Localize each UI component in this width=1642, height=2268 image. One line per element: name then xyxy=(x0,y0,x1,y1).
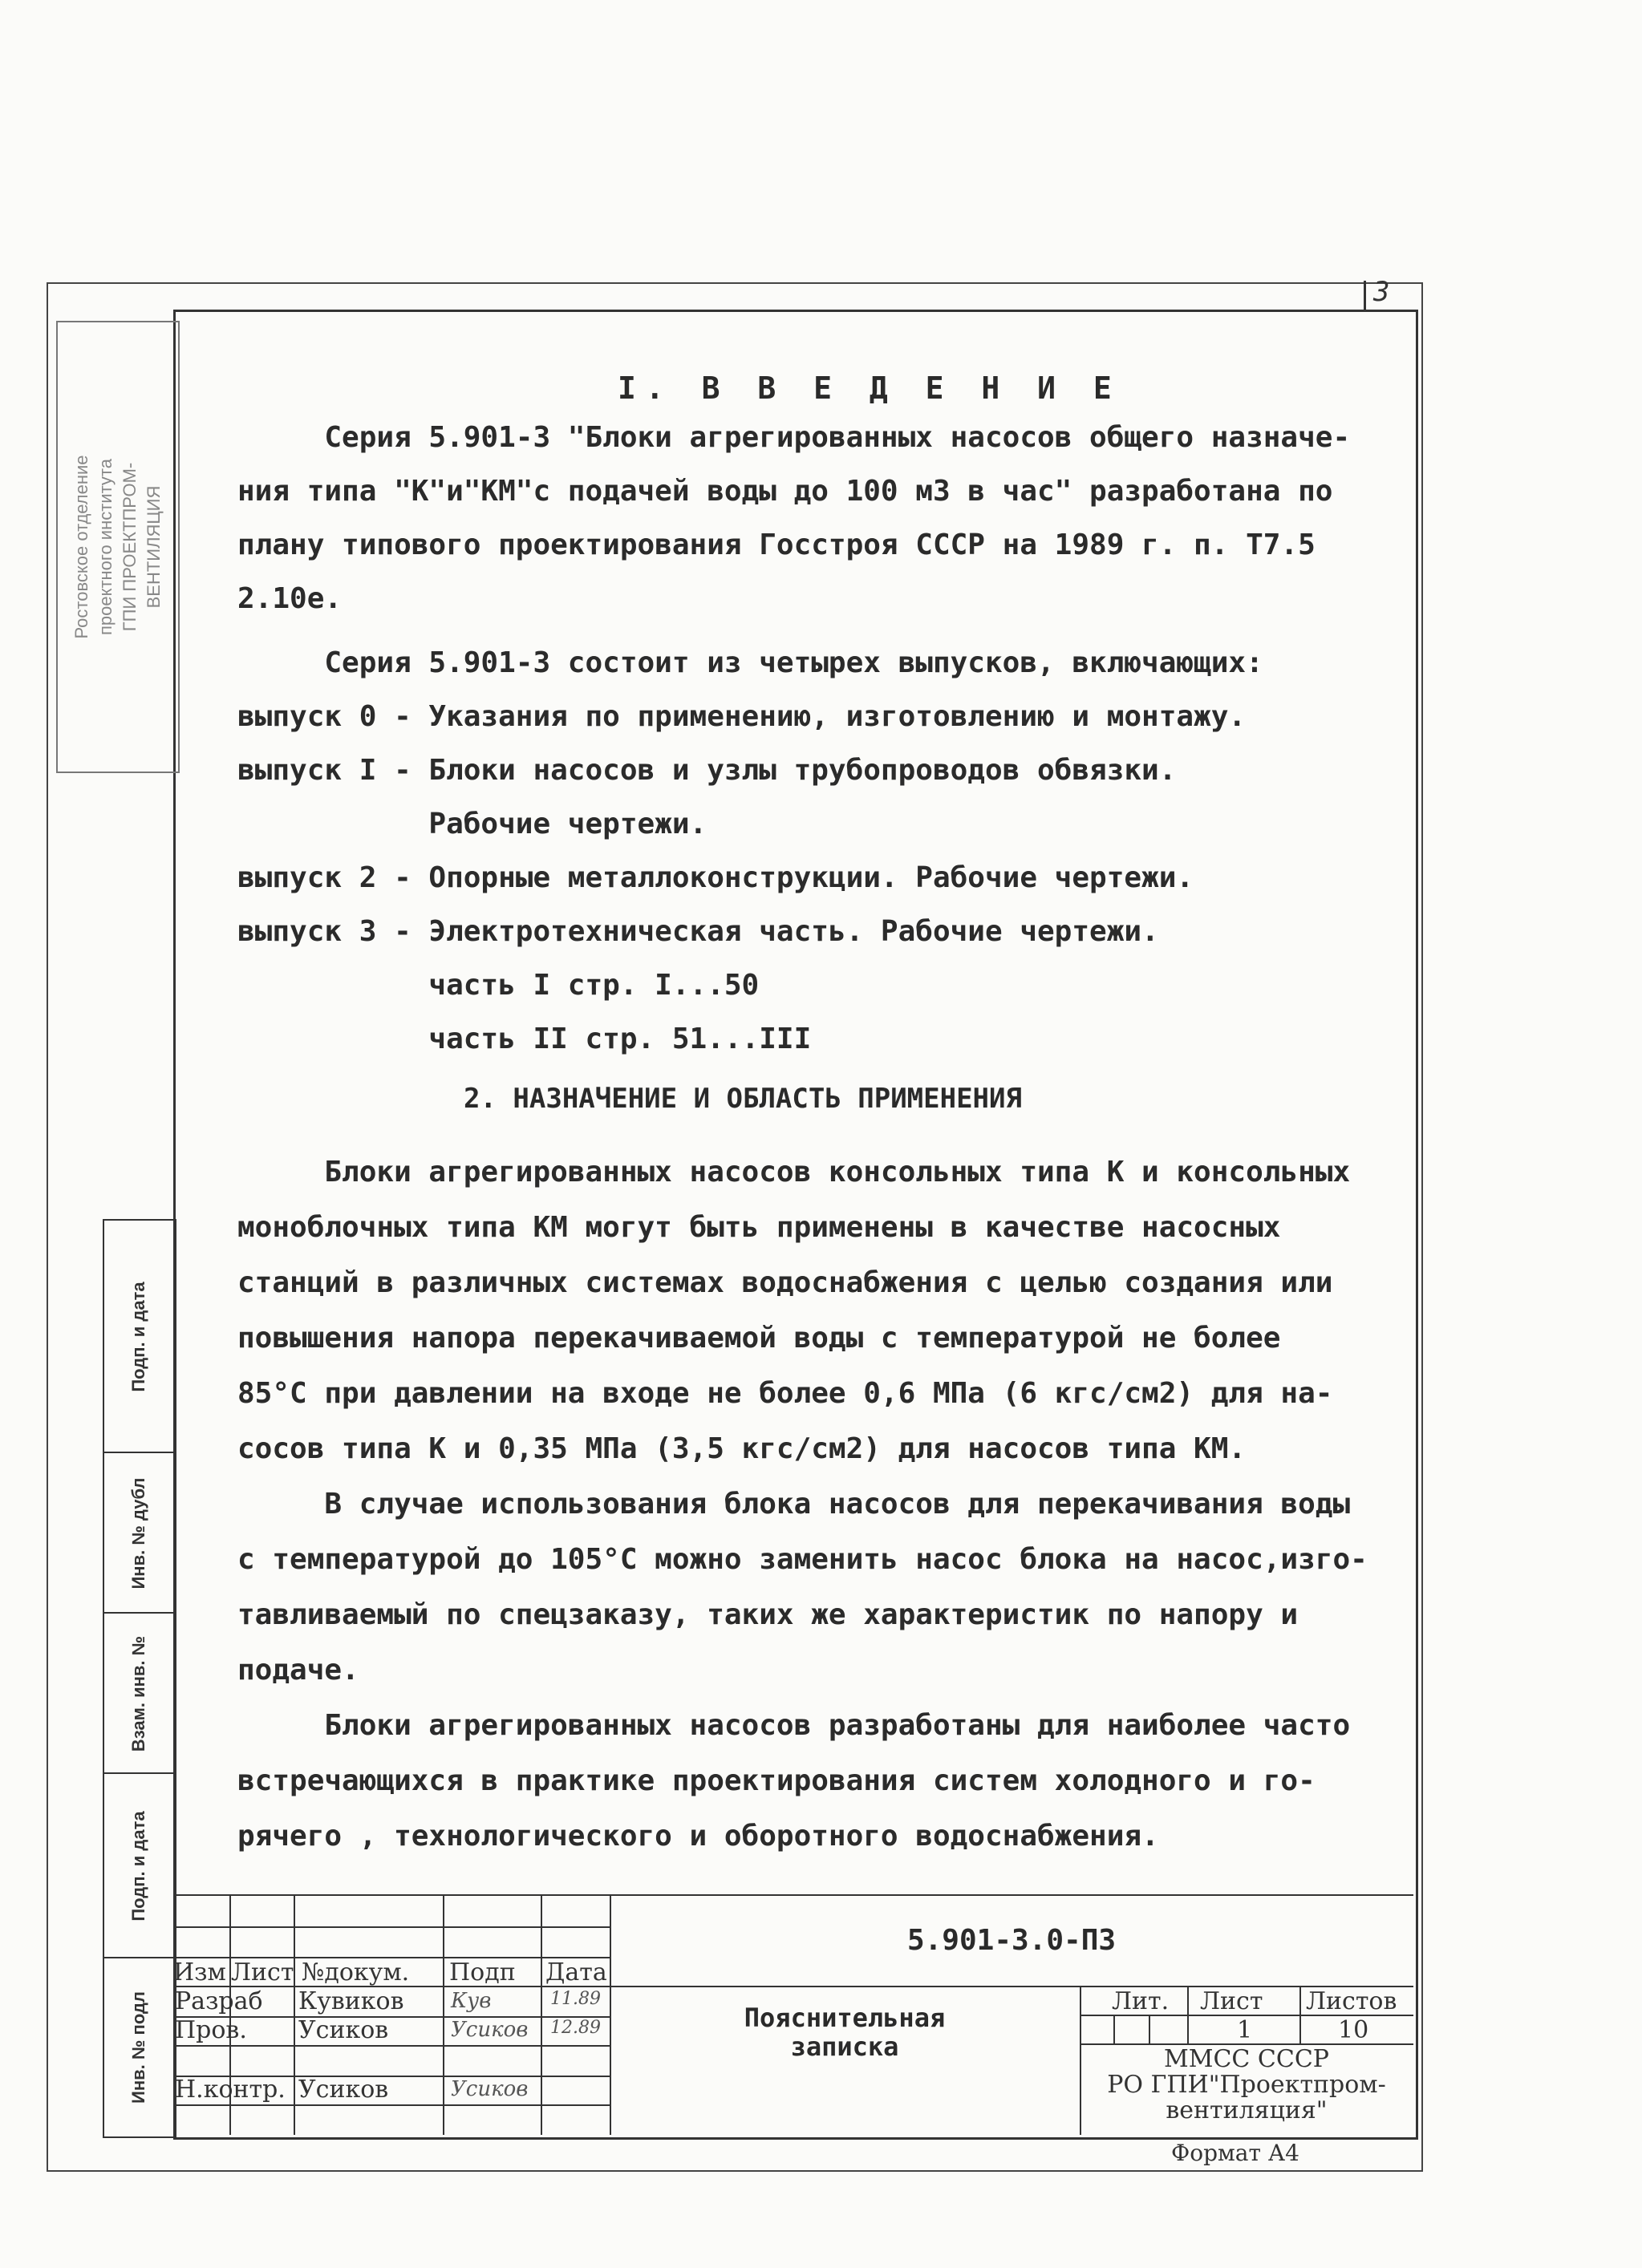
organization-line-2: РО ГПИ"Проектпром- xyxy=(1107,2071,1386,2099)
header-date: Дата xyxy=(545,1958,607,1987)
name-norm-control: Усиков xyxy=(298,2076,389,2104)
signature-developed: Кув xyxy=(451,1989,492,2013)
header-change: Изм xyxy=(173,1958,226,1987)
section-2-body xyxy=(237,1156,1368,1876)
stamp-line: ВЕНТИЛЯЦИЯ xyxy=(144,485,164,609)
document-title-line-2: записка xyxy=(790,2031,899,2062)
text-line: Серия 5.901-3 "Блоки агрегированных насосов общего назначе- xyxy=(237,421,1351,454)
text-line: часть I стр. I...50 xyxy=(237,969,760,1002)
date-checked: 12.89 xyxy=(550,2018,601,2038)
text-line: станций в различных системах водоснабжения с целью создания или xyxy=(237,1266,1333,1299)
text-line: 85°С при давлении на входе не более 0,6 МПа (6 кгс/см2) для на- xyxy=(237,1377,1333,1410)
text-line: выпуск 0 - Указания по применению, изготовлению и монтажу. xyxy=(237,700,1247,733)
page-number: 3 xyxy=(1373,276,1390,308)
text-line: ния типа "К"и"КМ"с подачей воды до 100 м3 в час" разработана по xyxy=(237,475,1333,508)
text-line: тавливаемый по спецзаказу, таких же характеристик по напору и xyxy=(237,1598,1299,1631)
role-norm-control: Н.контр. xyxy=(175,2076,286,2104)
section-1-heading: I. В В Е Д Е Н И Е xyxy=(618,371,1121,406)
text-line: рячего , технологического и оборотного водоснабжения. xyxy=(237,1820,1159,1853)
text-line: Рабочие чертежи. xyxy=(237,808,707,840)
header-sheet: Лист xyxy=(231,1958,294,1987)
organization-line-1: ММСС СССР xyxy=(1164,2045,1329,2073)
sheet-header: Лист xyxy=(1200,1987,1263,2015)
role-checked: Пров. xyxy=(175,2016,247,2044)
organization-line-3: вентиляция" xyxy=(1166,2096,1328,2124)
role-developed: Разраб xyxy=(175,1987,263,2015)
text-line: плану типового проектирования Госстроя СССР на 1989 г. п. Т7.5 xyxy=(237,529,1316,561)
text-line: с температурой до 105°С можно заменить насос блока на насос,изго- xyxy=(237,1543,1368,1576)
stage-header: Лит. xyxy=(1112,1987,1170,2015)
text-line: выпуск 3 - Электротехническая часть. Рабочие чертежи. xyxy=(237,915,1159,948)
signature-norm-control: Усиков xyxy=(451,2077,529,2101)
date-developed: 11.89 xyxy=(550,1989,601,2009)
side-field-dup-inventory: Инв. № дубл xyxy=(103,1452,176,1614)
text-line: встречающихся в практике проектирования систем холодного и го- xyxy=(237,1764,1316,1797)
text-line: сосов типа К и 0,35 МПа (3,5 кгс/см2) для насосов типа КМ. xyxy=(237,1432,1247,1465)
side-field-original-inventory: Инв. № подл xyxy=(103,1957,176,2138)
stamp-line: ГПИ ПРОЕКТПРОМ- xyxy=(120,462,140,632)
text-line: повышения напора перекачиваемой воды с температурой не более xyxy=(237,1322,1281,1355)
header-signature: Подп xyxy=(449,1958,516,1987)
text-line: Блоки агрегированных насосов разработаны для наиболее часто xyxy=(237,1709,1351,1742)
name-developed: Кувиков xyxy=(298,1987,404,2015)
side-field-sign-date: Подп. и дата xyxy=(103,1219,176,1453)
text-line: 2.10е. xyxy=(237,582,343,615)
section-1-body xyxy=(237,422,1350,1077)
paper-format: Формат А4 xyxy=(1171,2140,1299,2166)
title-block xyxy=(173,1894,1413,2135)
document-code: 5.901-3.0-ПЗ xyxy=(906,1923,1117,1957)
stamp-line: проектного института xyxy=(95,458,116,636)
side-field-sign-date-2: Подп. и дата xyxy=(103,1772,176,1958)
sheets-header: Листов xyxy=(1306,1987,1397,2015)
sheets-value: 10 xyxy=(1338,2016,1369,2044)
text-line: Блоки агрегированных насосов консольных типа К и консольных xyxy=(237,1156,1351,1189)
text-line: моноблочных типа КМ могут быть применены в качестве насосных xyxy=(237,1211,1281,1244)
document-title-line-1: Пояснительная xyxy=(744,2003,946,2033)
text-line: часть II стр. 51...III xyxy=(237,1023,812,1055)
header-doc-number: №докум. xyxy=(302,1958,410,1987)
text-line: Серия 5.901-3 состоит из четырех выпусков, включающих: xyxy=(237,646,1263,679)
text-line: выпуск 2 - Опорные металлоконструкции. Рабочие чертежи. xyxy=(237,861,1194,894)
organization xyxy=(1080,2047,1413,2124)
section-2-heading: 2. НАЗНАЧЕНИЕ И ОБЛАСТЬ ПРИМЕНЕНИЯ xyxy=(464,1083,1022,1115)
organization-stamp xyxy=(56,321,180,773)
text-line: подаче. xyxy=(237,1654,359,1687)
text-line: выпуск I - Блоки насосов и узлы трубопроводов обвязки. xyxy=(237,754,1177,787)
document-title xyxy=(610,2003,1080,2061)
side-field-replaced-inventory: Взам. инв. № xyxy=(103,1612,176,1774)
name-checked: Усиков xyxy=(298,2016,389,2044)
stamp-line: Ростовское отделение xyxy=(71,455,91,639)
signature-checked: Усиков xyxy=(451,2018,529,2042)
sheet-value: 1 xyxy=(1237,2016,1253,2044)
text-line: В случае использования блока насосов для перекачивания воды xyxy=(237,1488,1351,1521)
